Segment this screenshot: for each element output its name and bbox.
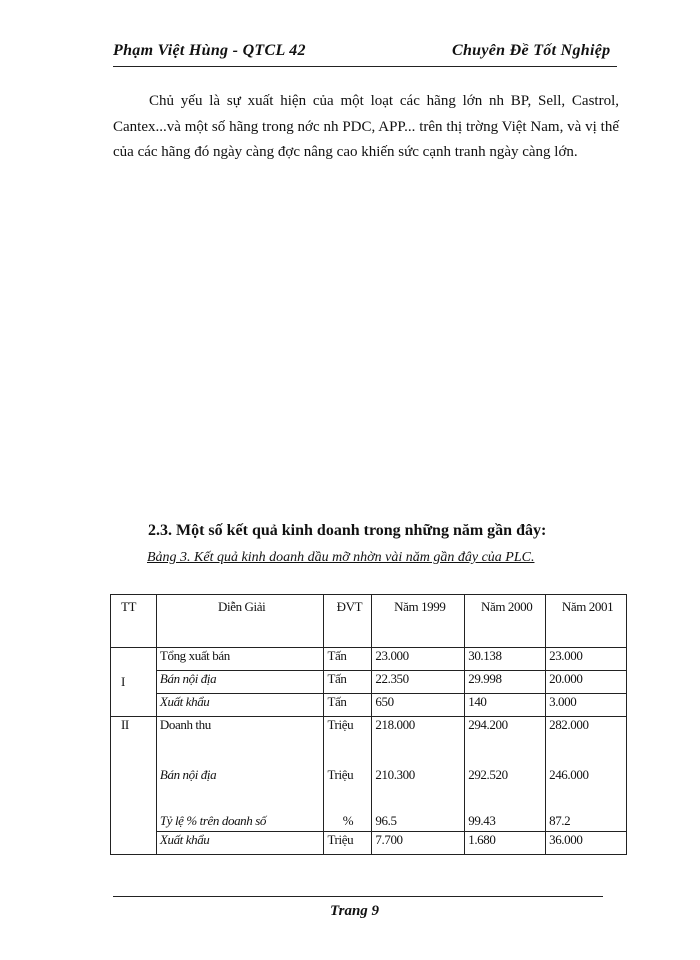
row-value-1999: 218.000 <box>372 717 465 740</box>
table-row <box>111 694 627 717</box>
header-cell-2001: Năm 2001 <box>546 595 627 648</box>
row-unit: Tấn <box>324 648 372 671</box>
row-unit: Tấn <box>324 694 372 717</box>
group-label-i: I <box>111 648 157 717</box>
row-description: Tỷ lệ % trên doanh số <box>156 785 324 832</box>
table-header-row <box>111 595 627 648</box>
row-value-2001: 20.000 <box>546 671 627 694</box>
row-value-1999: 650 <box>372 694 465 717</box>
header-cell-tt: TT <box>111 595 157 648</box>
body-paragraph <box>113 89 619 166</box>
row-value-2001: 3.000 <box>546 694 627 717</box>
table-row <box>111 785 627 832</box>
row-value-2000: 30.138 <box>465 648 546 671</box>
row-value-2000: 99.43 <box>465 785 546 832</box>
row-value-2001: 246.000 <box>546 739 627 785</box>
row-value-1999: 23.000 <box>372 648 465 671</box>
header-cell-2000: Năm 2000 <box>465 595 546 648</box>
body-paragraph-text: Chủ yếu là sự xuất hiện của một loạt các hãng lớn nh BP, Sell, Castrol, Cantex...và một số hãng trong nớc nh PDC, APP... trên thị trờng Việt Nam, và vị thế của các hãng đó ngày càng đợc nâng cao khiến sức cạnh tranh ngày càng lớn. <box>113 93 619 160</box>
section-title: 2.3. Một số kết quả kinh doanh trong những năm gần đây: <box>148 522 547 539</box>
row-value-1999: 96.5 <box>372 785 465 832</box>
row-value-2001: 23.000 <box>546 648 627 671</box>
row-description: Doanh thu <box>156 717 324 740</box>
page-number: Trang 9 <box>330 903 380 919</box>
row-value-2001: 36.000 <box>546 832 627 855</box>
row-unit: Triệu <box>324 832 372 855</box>
row-value-2000: 140 <box>465 694 546 717</box>
row-unit: Tấn <box>324 671 372 694</box>
row-value-2001: 87.2 <box>546 785 627 832</box>
row-value-1999: 22.350 <box>372 671 465 694</box>
row-value-1999: 210.300 <box>372 739 465 785</box>
footer-divider <box>113 896 603 897</box>
header-cell-unit: ĐVT <box>324 595 372 648</box>
row-unit: Triệu <box>324 739 372 785</box>
row-description: Xuất khẩu <box>156 694 324 717</box>
table-row <box>111 671 627 694</box>
row-value-2000: 1.680 <box>465 832 546 855</box>
table-row <box>111 739 627 785</box>
row-description: Xuất khẩu <box>156 832 324 855</box>
row-description: Bán nội địa <box>156 671 324 694</box>
row-description: Tổng xuất bán <box>156 648 324 671</box>
row-value-2000: 294.200 <box>465 717 546 740</box>
group-label-ii: II <box>111 717 157 855</box>
row-description: Bán nội địa <box>156 739 324 785</box>
row-value-2000: 292.520 <box>465 739 546 785</box>
row-value-2000: 29.998 <box>465 671 546 694</box>
header-author: Phạm Việt Hùng - QTCL 42 <box>113 42 306 59</box>
header-document-title: Chuyên Đề Tốt Nghiệp <box>452 42 611 59</box>
row-unit: Triệu <box>324 717 372 740</box>
header-cell-description: Diễn Giải <box>156 595 324 648</box>
table-row <box>111 717 627 740</box>
header-cell-1999: Năm 1999 <box>372 595 465 648</box>
row-value-2001: 282.000 <box>546 717 627 740</box>
row-value-1999: 7.700 <box>372 832 465 855</box>
table-row <box>111 648 627 671</box>
row-unit: % <box>324 785 372 832</box>
table-row <box>111 832 627 855</box>
table-caption: Bảng 3. Kết quả kinh doanh dầu mỡ nhờn vài năm gần đây của PLC. <box>147 550 535 565</box>
business-results-table <box>110 594 627 855</box>
header-divider <box>113 66 617 67</box>
